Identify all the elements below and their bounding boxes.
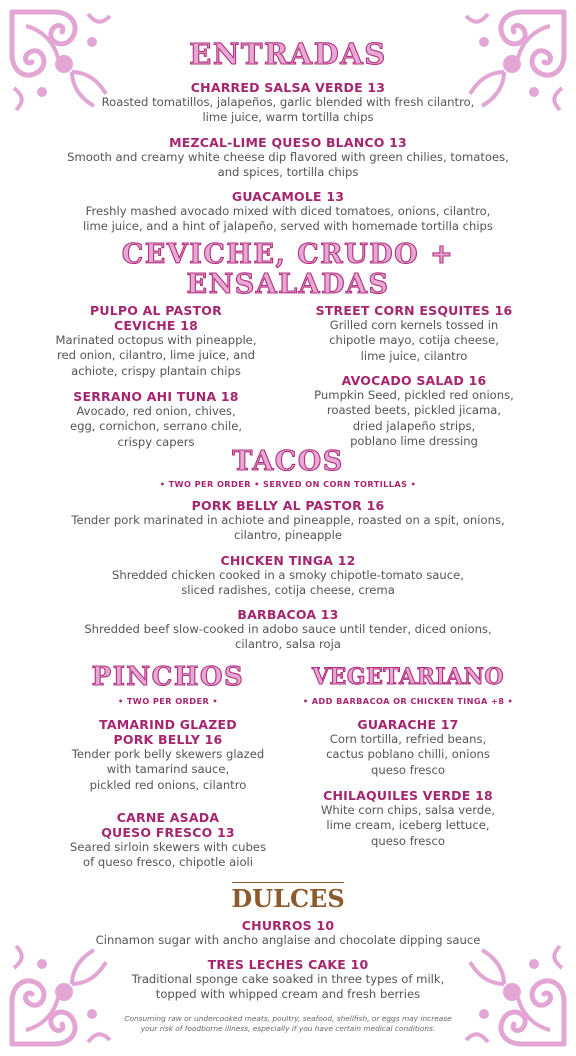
menu-item: MEZCAL-LIME QUESO BLANCO 13 Smooth and creamy white cheese dip flavored with green chilies, tomatoes, and spices, tortilla chips [67, 135, 509, 180]
menu-item: GUARACHE 17 Corn tortilla, refried beans, cactus poblano chilli, onions queso fresco [326, 717, 490, 777]
menu-item: STREET CORN ESQUITES 16 Grilled corn kernels tossed in chipotle mayo, cotija cheese, lime juice, cilantro [315, 303, 513, 363]
menu-item: PULPO AL PASTOR CEVICHE 18 Marinated octopus with pineapple, red onion, cilantro, lime juice, and achiote, crispy plantain chips [55, 303, 257, 378]
menu-item: TAMARIND GLAZED PORK BELLY 16 Tender pork belly skewers glazed with tamarind sauce, pickled red onions, cilantro [71, 717, 265, 792]
pinchos-note: • TWO PER ORDER • [117, 696, 219, 706]
disclaimer: Consuming raw or undercooked meats, poultry, seafood, shellfish, or eggs may increase your risk of foodborne illness, especially if you have certain medical conditions. [124, 1014, 452, 1033]
menu-item: SERRANO AHI TUNA 18 Avocado, red onion, chives, egg, cornichon, serrano chile, crispy capers [69, 389, 243, 449]
section-title-ceviche: CEVICHE, CRUDO + [121, 239, 455, 270]
section-title-vegetariano: VEGETARIANO [311, 664, 505, 690]
menu-item: GUACAMOLE 13 Freshly mashed avocado mixed with diced tomatoes, onions, cilantro, lime juice, and a hint of jalapeño, served with homemade tortilla chips [83, 189, 493, 234]
section-title-tacos: TACOS [232, 446, 344, 477]
vegetariano-note: • ADD BARBACOA OR CHICKEN TINGA +8 • [302, 696, 514, 706]
menu-item: CARNE ASADA QUESO FRESCO 13 Seared sirloin skewers with cubes of queso fresco, chipotle aioli [69, 810, 266, 870]
menu-item: CHARRED SALSA VERDE 13 Roasted tomatillos, jalapeños, garlic blended with fresh cilantro, lime juice, warm tortilla chips [101, 80, 475, 125]
menu-item: BARBACOA 13 Shredded beef slow-cooked in adobo sauce until tender, diced onions, cilantro, salsa roja [84, 607, 492, 652]
divider [232, 882, 344, 883]
menu-item: CHILAQUILES VERDE 18 White corn chips, salsa verde, lime cream, iceberg lettuce, queso fresco [320, 788, 496, 848]
menu-item: TRES LECHES CAKE 10 Traditional sponge cake soaked in three types of milk, topped with whipped cream and fresh berries [131, 957, 445, 1002]
section-title-pinchos: PINCHOS [91, 662, 245, 692]
menu-item: PORK BELLY AL PASTOR 16 Tender pork marinated in achiote and pineapple, roasted on a spit, onions, cilantro, pineapple [71, 498, 505, 543]
menu-item: CHICKEN TINGA 12 Shredded chicken cooked in a smoky chipotle-tomato sauce, sliced radishes, cotija cheese, crema [112, 553, 464, 598]
section-title-entradas: ENTRADAS [189, 37, 387, 71]
menu-item: CHURROS 10 Cinnamon sugar with ancho anglaise and chocolate dipping sauce [95, 918, 481, 947]
section-title-ensaladas: ENSALADAS [186, 269, 390, 300]
menu-item: AVOCADO SALAD 16 Pumpkin Seed, pickled red onions, roasted beets, pickled jicama, dried jalapeño strips, poblano lime dressing [314, 373, 514, 448]
section-title-dulces: DULCES [231, 884, 345, 913]
tacos-note: • TWO PER ORDER • SERVED ON CORN TORTILLAS • [159, 479, 417, 489]
